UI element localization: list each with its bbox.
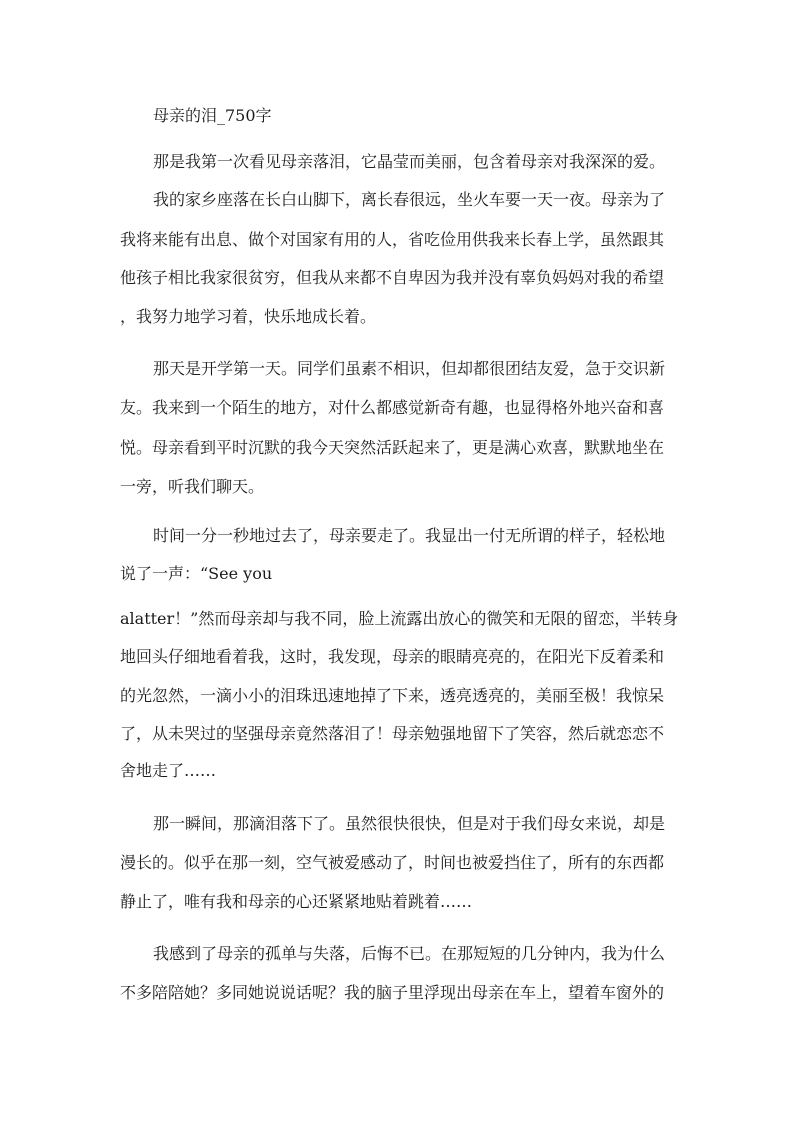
paragraph-2-line-1: 我的家乡座落在长白山脚下，离长春很远，坐火车要一天一夜。母亲为了 — [153, 190, 666, 209]
paragraph-6-line-2: 不多陪陪她？多同她说说话呢？我的脑子里浮现出母亲在车上，望着车窗外的 — [120, 983, 665, 1002]
paragraph-4-line-4: 地回头仔细地看着我，这时，我发现，母亲的眼睛亮亮的，在阳光下反着柔和 — [120, 647, 665, 666]
paragraph-5-line-1: 那一瞬间，那滴泪落下了。虽然很快很快，但是对于我们母女来说，却是 — [153, 814, 666, 833]
paragraph-4-line-6: 了，从未哭过的坚强母亲竟然落泪了！母亲勉强地留下了笑容，然后就恋恋不 — [120, 724, 665, 743]
paragraph-3-line-1: 那天是开学第一天。同学们虽素不相识，但却都很团结友爱，急于交识新 — [153, 359, 666, 378]
paragraph-4-line-5: 的光忽然，一滴小小的泪珠迅速地掉了下来，透亮透亮的，美丽至极！我惊呆 — [120, 686, 665, 705]
paragraph-1-line-1: 那是我第一次看见母亲落泪，它晶莹而美丽，包含着母亲对我深深的爱。 — [153, 152, 666, 171]
paragraph-5-line-2: 漫长的。似乎在那一刻，空气被爱感动了，时间也被爱挡住了，所有的东西都 — [120, 853, 665, 872]
paragraph-5-line-3: 静止了，唯有我和母亲的心还紧紧地贴着跳着…… — [120, 892, 473, 911]
paragraph-6-line-1: 我感到了母亲的孤单与失落，后悔不已。在那短短的几分钟内，我为什么 — [153, 944, 666, 963]
paragraph-4-line-2: 说了一声：“See you — [120, 564, 273, 583]
paragraph-4-line-3: alatter！”然而母亲却与我不同，脸上流露出放心的微笑和无限的留恋，半转身 — [120, 609, 679, 628]
paragraph-3-line-2: 友。我来到一个陌生的地方，对什么都感觉新奇有趣，也显得格外地兴奋和喜 — [120, 398, 665, 417]
paragraph-2-line-2: 我将来能有出息、做个对国家有用的人，省吃俭用供我来长春上学，虽然跟其 — [120, 230, 665, 249]
paragraph-2-line-3: 他孩子相比我家很贫穷，但我从来都不自卑因为我并没有辜负妈妈对我的希望 — [120, 268, 665, 287]
paragraph-4-line-7: 舍地走了…… — [120, 761, 217, 780]
paragraph-3-line-4: 一旁，听我们聊天。 — [120, 477, 265, 496]
paragraph-4-line-1: 时间一分一秒地过去了，母亲要走了。我显出一付无所谓的样子，轻松地 — [153, 526, 666, 545]
document-title: 母亲的泪_750字 — [153, 106, 272, 125]
paragraph-2-line-4: ，我努力地学习着，快乐地成长着。 — [120, 307, 377, 326]
paragraph-3-line-3: 悦。母亲看到平时沉默的我今天突然活跃起来了，更是满心欢喜，默默地坐在 — [120, 438, 665, 457]
